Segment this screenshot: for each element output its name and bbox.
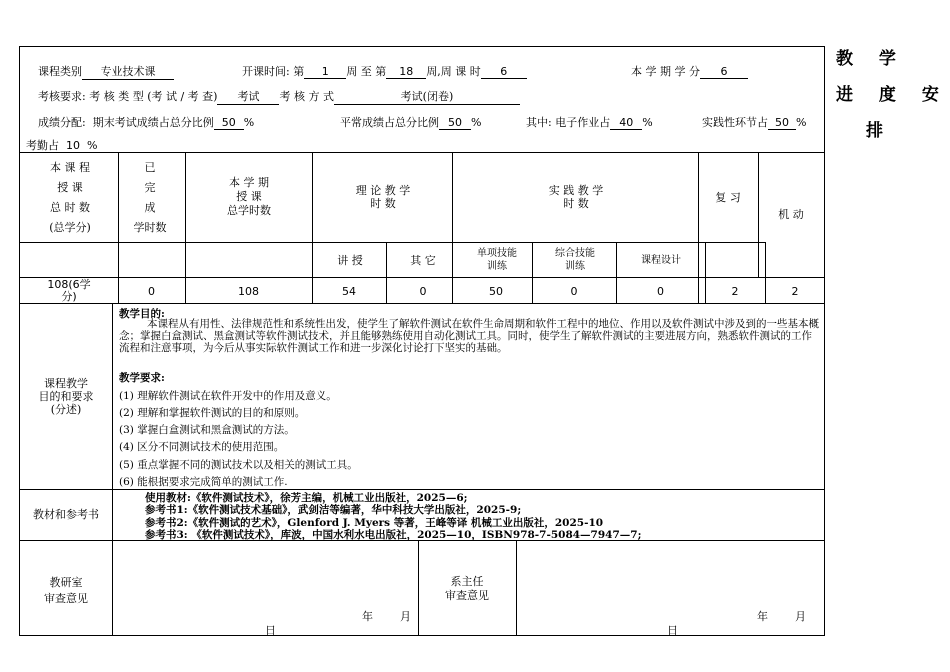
assess-label: 考核要求: 考 核 类 型 (考 试 / 考 查) bbox=[38, 90, 218, 103]
grid-line bbox=[698, 152, 699, 303]
practice-header-line: 实 践 教 学 bbox=[548, 184, 604, 197]
sub-lecture-header: 讲 授 bbox=[337, 254, 363, 267]
week-hours: 6 bbox=[481, 65, 527, 79]
sub-single-header-line: 单项技能 bbox=[477, 248, 517, 259]
final-pct-sign: % bbox=[243, 116, 255, 129]
value-total bbox=[22, 279, 116, 303]
book-line: 参考书1:《软件测试技术基础》，武剑洁等编著，华中科技大学出版社，2025-9; bbox=[145, 504, 522, 516]
sub-other-header: 其 它 bbox=[410, 254, 436, 267]
grid-line bbox=[112, 303, 113, 636]
sub-comp-header bbox=[534, 247, 616, 273]
done-hours-header-line: 学时数 bbox=[133, 221, 167, 234]
value-other: 0 bbox=[419, 285, 427, 298]
header-row-4 bbox=[26, 137, 97, 153]
grid-line bbox=[758, 152, 759, 277]
sub-single-header-line: 训练 bbox=[487, 261, 507, 272]
grid-line bbox=[185, 152, 186, 303]
value-comp: 0 bbox=[570, 285, 578, 298]
review-header: 复 习 bbox=[715, 191, 741, 204]
req-item: (3) 掌握白盒测试和黑盒测试的方法。 bbox=[119, 424, 295, 436]
grid-line bbox=[312, 152, 313, 303]
week-to-label: 周 至 第 bbox=[346, 65, 387, 78]
total-hours-header bbox=[26, 158, 114, 238]
theory-header bbox=[318, 184, 448, 210]
week-hours-label: 周,周 课 时 bbox=[426, 65, 481, 78]
dept-review-label bbox=[22, 575, 110, 607]
value-single: 50 bbox=[489, 285, 503, 298]
homework-pct: 40 bbox=[610, 116, 642, 130]
dean-month: 月 bbox=[795, 610, 806, 623]
side-title-line2: 进 度 安 bbox=[836, 85, 949, 105]
value-total-line: 分) bbox=[61, 290, 77, 303]
usual-pct: 50 bbox=[439, 116, 471, 130]
done-hours-header bbox=[122, 158, 178, 238]
book-line: 参考书3: 《软件测试技术》，库波，中国水利水电出版社，2025—10，ISBN978-7-5084—7947—7; bbox=[145, 529, 642, 541]
dept-month: 月 bbox=[400, 610, 411, 623]
credits-label: 本 学 期 学 分 bbox=[631, 65, 700, 78]
homework-pct-sign: % bbox=[642, 116, 653, 129]
value-term: 108 bbox=[238, 285, 259, 298]
flex-header: 机 动 bbox=[778, 208, 804, 221]
book-line: 参考书2:《软件测试的艺术》，Glenford J. Myers 等著，王峰等译 机械工业出版社，2025-10 bbox=[145, 517, 604, 529]
req-item: (6) 能根据要求完成简单的测试工作. bbox=[119, 476, 288, 488]
usual-label: 平常成绩占总分比例 bbox=[340, 116, 439, 129]
dept-review-label-line: 审查意见 bbox=[44, 592, 88, 605]
total-hours-header-line: 授 课 bbox=[57, 181, 83, 194]
term-hours-header bbox=[190, 176, 308, 218]
grid-line bbox=[19, 152, 825, 153]
sub-single-header bbox=[462, 247, 532, 273]
sub-design-header: 课程设计 bbox=[641, 255, 681, 266]
side-title-line3: 排 bbox=[866, 121, 893, 141]
assess-method: 考试(闭卷) bbox=[334, 88, 520, 105]
value-lecture: 54 bbox=[342, 285, 356, 298]
total-hours-header-line: 总 时 数 bbox=[50, 201, 90, 214]
grid-line bbox=[516, 540, 517, 636]
assess-method-label: 考 核 方 式 bbox=[279, 90, 334, 103]
theory-header-line: 时 数 bbox=[370, 197, 396, 210]
books-label: 教材和参考书 bbox=[33, 508, 99, 521]
req-title: 教学要求: bbox=[119, 372, 165, 384]
usual-share bbox=[340, 114, 481, 130]
category-value: 专业技术课 bbox=[82, 63, 174, 80]
assess-type: 考试 bbox=[217, 88, 279, 105]
grid-line bbox=[452, 152, 453, 303]
goals-label-line: 目的和要求 bbox=[38, 390, 94, 403]
side-title-line1: 教 学 bbox=[836, 49, 906, 69]
usual-pct-sign: % bbox=[471, 116, 482, 129]
header-row-2 bbox=[38, 88, 520, 105]
book-line: 使用教材:《软件测试技术》，徐芳主编，机械工业出版社，2025—6; bbox=[145, 492, 468, 504]
term-hours-header-line: 总学时数 bbox=[227, 204, 271, 217]
purpose-text: 本课程从有用性、法律规范性和系统性出发，使学生了解软件测试在软件生命周期和软件工程中的地位、作用以及软件测试中涉及到的一些基本概念；掌握白盒测试、黑盒测试等软件测试技术，并且能够熟练使用自动化测试工具。同时，使学生了解软件测试的主要进展方向，熟悉软件测试的工作流程和注意事项，为今后从事实际软件测试工作和进一步深化讨论打下坚实的基础。 bbox=[119, 318, 819, 354]
total-hours-header-line: (总学分) bbox=[49, 221, 91, 234]
grid-line bbox=[118, 152, 119, 303]
grid-line bbox=[19, 242, 765, 243]
attend-pct: 10 bbox=[59, 139, 87, 153]
dean-review-label bbox=[420, 575, 514, 603]
dept-year: 年 bbox=[362, 610, 373, 623]
goals-label-line: (分述) bbox=[50, 403, 82, 416]
week-start: 1 bbox=[304, 65, 346, 79]
dean-day: 日 bbox=[667, 624, 678, 637]
attend-pct-sign: % bbox=[87, 139, 98, 152]
req-item: (1) 理解软件测试在软件开发中的作用及意义。 bbox=[119, 390, 337, 402]
sub-comp-header-line: 综合技能 bbox=[555, 248, 595, 259]
done-hours-header-line: 成 bbox=[144, 201, 156, 214]
value-design: 0 bbox=[657, 285, 664, 298]
attend-label: 考勤占 bbox=[26, 139, 59, 152]
dept-review-label-line: 教研室 bbox=[49, 576, 83, 589]
credits bbox=[631, 63, 748, 79]
final-pct: 50 bbox=[214, 116, 244, 130]
practice-pct-sign: % bbox=[796, 116, 807, 129]
grid-line bbox=[19, 303, 825, 304]
credits-value: 6 bbox=[700, 65, 748, 79]
among-label: 其中: 电子作业占 bbox=[526, 116, 611, 129]
grid-line bbox=[418, 540, 419, 636]
goals-label bbox=[22, 377, 110, 416]
theory-header-line: 理 论 教 学 bbox=[355, 184, 411, 197]
dean-year: 年 bbox=[757, 610, 768, 623]
value-review: 2 bbox=[731, 285, 739, 298]
req-item: (4) 区分不同测试技术的使用范围。 bbox=[119, 441, 285, 453]
practice-header bbox=[456, 184, 696, 210]
practice-label: 实践性环节占 bbox=[702, 116, 768, 129]
req-item: (2) 理解和掌握软件测试的目的和原则。 bbox=[119, 407, 306, 419]
total-hours-header-line: 本 课 程 bbox=[50, 161, 90, 174]
final-label: 期末考试成绩占总分比例 bbox=[92, 116, 214, 129]
goals-label-line: 课程教学 bbox=[44, 377, 88, 390]
term-hours-header-line: 授 课 bbox=[236, 190, 262, 203]
done-hours-header-line: 已 bbox=[144, 161, 156, 174]
period bbox=[242, 63, 527, 79]
value-total-line: 108(6学 bbox=[47, 278, 91, 291]
dean-review-label-line: 审查意见 bbox=[445, 589, 489, 602]
week-end: 18 bbox=[386, 65, 426, 79]
sub-comp-header-line: 训练 bbox=[565, 261, 585, 272]
practice-share bbox=[702, 114, 806, 130]
homework-share bbox=[526, 114, 653, 130]
header-row-1 bbox=[38, 63, 174, 80]
practice-header-line: 时 数 bbox=[563, 197, 589, 210]
practice-pct: 50 bbox=[768, 116, 796, 130]
grade-label: 成绩分配: bbox=[38, 116, 86, 129]
category-label: 课程类别 bbox=[38, 65, 82, 78]
value-flex: 2 bbox=[791, 285, 799, 298]
req-item: (5) 重点掌握不同的测试技术以及相关的测试工具。 bbox=[119, 459, 358, 471]
value-done: 0 bbox=[148, 285, 155, 298]
header-row-3 bbox=[38, 114, 254, 130]
period-label: 开课时间: 第 bbox=[242, 65, 305, 78]
dept-day: 日 bbox=[265, 624, 276, 637]
dean-review-label-line: 系主任 bbox=[450, 575, 484, 588]
done-hours-header-line: 完 bbox=[144, 181, 156, 194]
purpose-title: 教学目的: bbox=[119, 308, 165, 320]
term-hours-header-line: 本 学 期 bbox=[229, 176, 269, 189]
